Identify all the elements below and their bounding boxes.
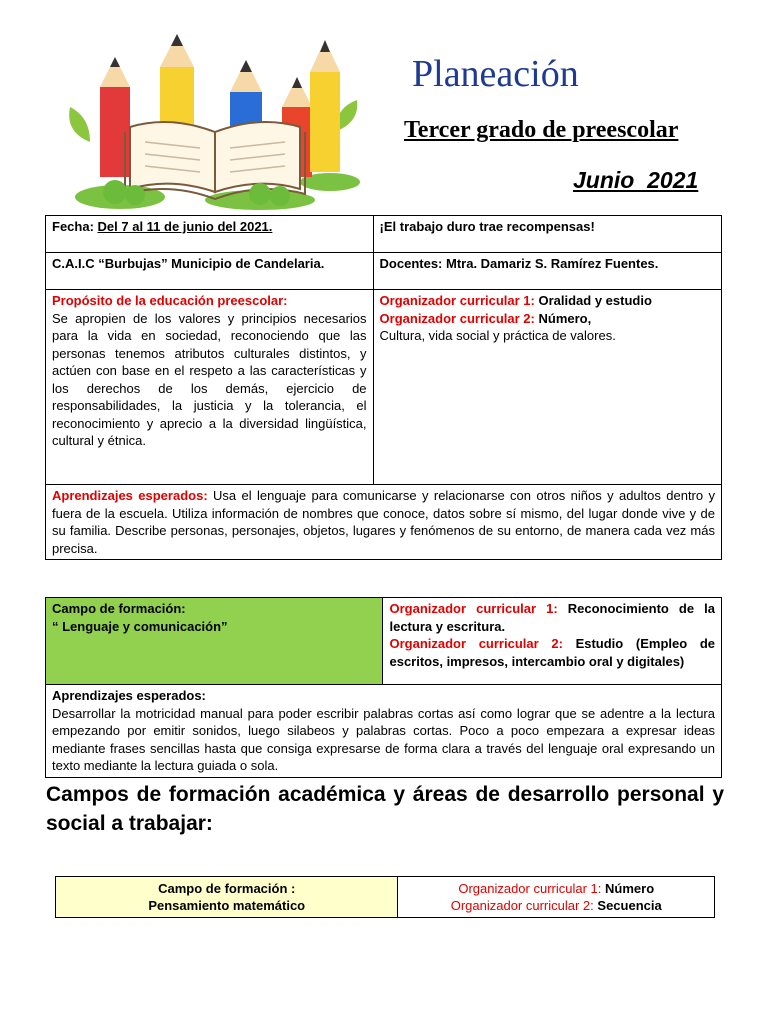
aprendizajes-cell bbox=[46, 485, 722, 560]
org2-label: Organizador curricular 2: bbox=[379, 310, 535, 326]
table-row bbox=[46, 216, 722, 253]
matematico-table bbox=[55, 876, 715, 918]
pencils-and-open-book-icon bbox=[60, 32, 370, 212]
lenguaje-organizadores-cell bbox=[383, 598, 722, 685]
org1-value: Reconocimiento de la lectura y escritura. bbox=[389, 601, 715, 634]
org-extra: Cultura, vida social y práctica de valores. bbox=[379, 328, 616, 343]
proposito-text: Se apropien de los valores y principios necesarios para la vida en sociedad, reconociendo que las personas tenemos atributos culturales distintos, y actúen con base en el respeto a las características y los derechos de los demás, ejercicio de responsabilidades, la justicia y la tolerancia, el reconocimiento y aprecio a la diversidad lingüística, cultural y étnica. bbox=[52, 310, 367, 448]
table-row bbox=[46, 685, 722, 778]
table-row bbox=[56, 877, 715, 918]
org1-label: Organizador curricular 1: bbox=[458, 881, 602, 896]
table-row bbox=[46, 598, 722, 685]
table-row bbox=[46, 290, 722, 485]
fecha-label: Fecha: bbox=[52, 219, 94, 234]
lenguaje-aprendizajes-cell bbox=[46, 685, 722, 778]
table-row bbox=[46, 253, 722, 290]
lenguaje-table bbox=[45, 597, 722, 778]
proposito-label: Propósito de la educación preescolar: bbox=[52, 293, 288, 308]
date-heading: Junio 2021 bbox=[573, 167, 699, 193]
organizadores-cell bbox=[373, 290, 721, 485]
docentes-cell: Docentes: Mtra. Damariz S. Ramírez Fuentes. bbox=[373, 253, 721, 290]
fecha-value: Del 7 al 11 de junio del 2021. bbox=[97, 219, 273, 234]
campo-value: “ Lenguaje y comunicación” bbox=[52, 618, 228, 634]
org1-value: Oralidad y estudio bbox=[538, 293, 652, 308]
campo-lenguaje-cell bbox=[46, 598, 383, 685]
page-title: Planeación bbox=[412, 53, 579, 95]
org1-label: Organizador curricular 1: bbox=[389, 601, 558, 616]
grade-subtitle: Tercer grado de preescolar bbox=[404, 117, 679, 143]
org2-value: Número, bbox=[538, 310, 592, 326]
org1-label: Organizador curricular 1: bbox=[379, 293, 535, 308]
info-table bbox=[45, 215, 722, 560]
aprendizajes-text: Desarrollar la motricidad manual para poder escribir palabras cortas así como lograr que se adentre a la lectura empezando por emitir sonidos, luego silabeos y palabras cortas. Poco a poco empezara a expresar ideas mediante frases sencillas hasta que consiga expresarse de forma clara a través del lenguaje oral expresando un texto mediante la lectura guiada o sola. bbox=[52, 705, 715, 773]
section-heading: Campos de formación académica y áreas de desarrollo personal y social a trabajar: bbox=[46, 783, 724, 835]
fecha-cell bbox=[46, 216, 374, 253]
campo-label: Campo de formación: bbox=[52, 601, 186, 616]
motto-cell: ¡El trabajo duro trae recompensas! bbox=[373, 216, 721, 253]
aprendizajes-text: Usa el lenguaje para comunicarse y relacionarse con otros niños y adultos dentro y fuera de la escuela. Utiliza información de nombres que conoce, datos sobre sí mismo, del lugar donde vive y de su familia. Describe personas, personajes, objetos, lugares y fenómenos de su entorno, de manera cada vez más precisa. bbox=[52, 488, 715, 556]
org1-value: Número bbox=[605, 881, 655, 896]
table-row bbox=[46, 485, 722, 560]
campo-value: Pensamiento matemático bbox=[148, 898, 306, 913]
org2-label: Organizador curricular 2: bbox=[450, 898, 594, 913]
proposito-cell bbox=[46, 290, 374, 485]
aprendizajes-label: Aprendizajes esperados: bbox=[52, 488, 208, 503]
matematico-organizadores-cell bbox=[398, 877, 715, 918]
school-cell: C.A.I.C “Burbujas” Municipio de Candelaria. bbox=[46, 253, 374, 290]
org2-value: Estudio (Empleo de escritos, impresos, intercambio oral y digitales) bbox=[389, 636, 715, 669]
org2-label: Organizador curricular 2: bbox=[389, 636, 563, 651]
campo-label: Campo de formación : bbox=[158, 881, 296, 896]
org2-value: Secuencia bbox=[597, 898, 662, 913]
aprendizajes-label: Aprendizajes esperados: bbox=[52, 688, 206, 703]
campo-matematico-cell bbox=[56, 877, 398, 918]
